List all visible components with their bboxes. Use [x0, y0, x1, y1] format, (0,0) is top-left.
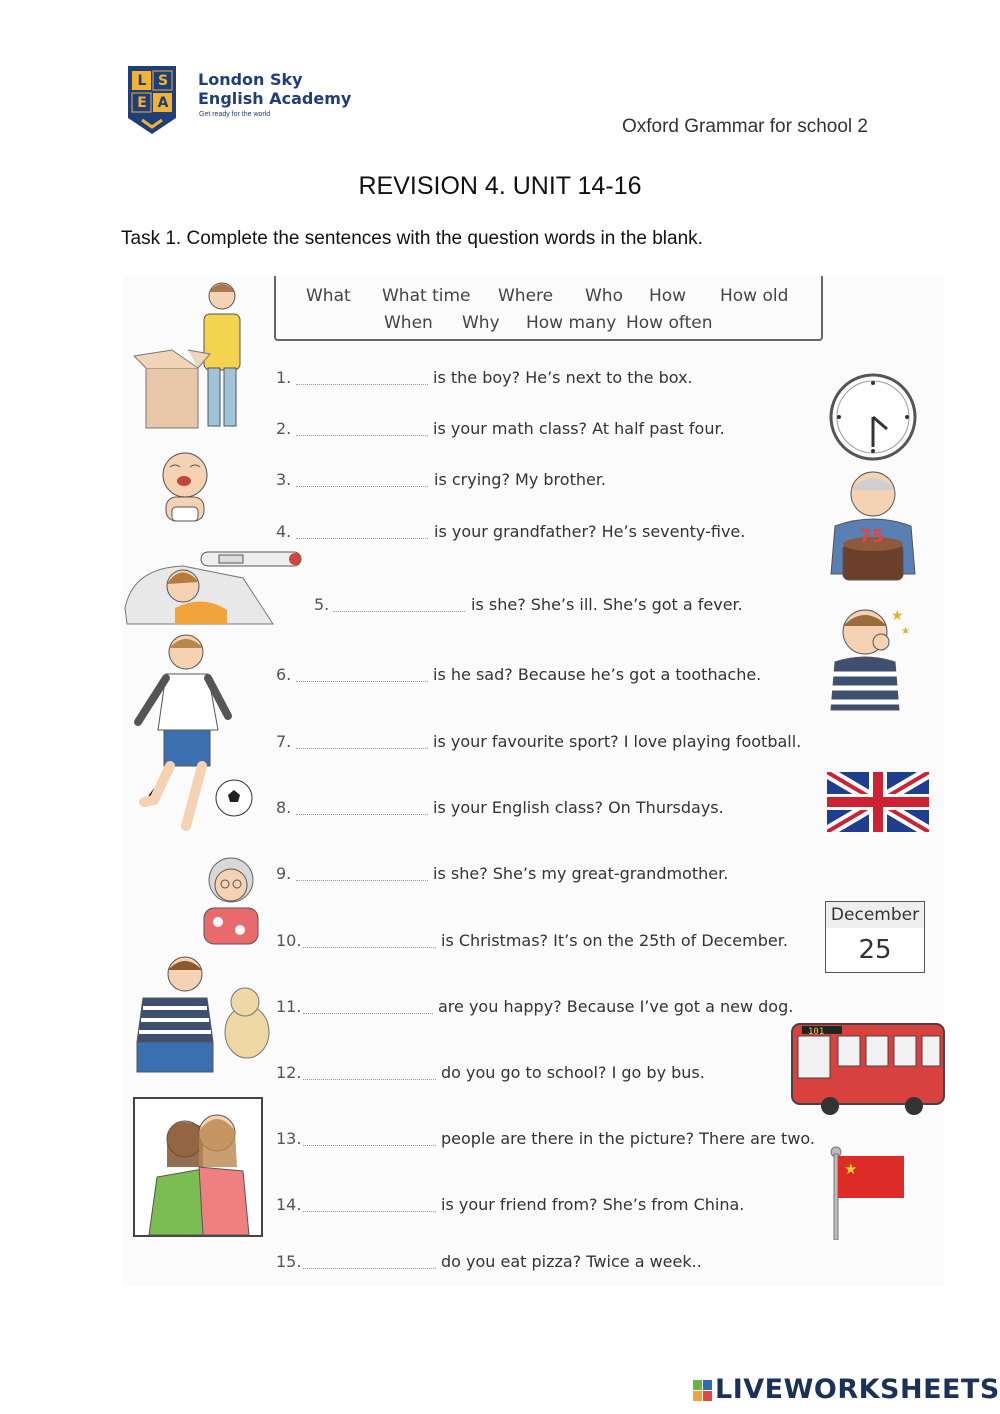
answer-blank[interactable] [303, 1211, 436, 1212]
question-number: 5. [314, 595, 330, 614]
answer-blank[interactable] [303, 1013, 433, 1014]
answer-blank[interactable] [296, 748, 428, 749]
question-number: 15. [276, 1252, 302, 1271]
two-girls-hugging-picture [133, 1097, 263, 1237]
answer-blank[interactable] [296, 384, 428, 385]
liveworksheets-icon [693, 1380, 713, 1402]
book-title: Oxford Grammar for school 2 [621, 116, 868, 137]
question-text: is your friend from? She’s from China. [441, 1195, 745, 1214]
crying-baby-picture [150, 445, 220, 531]
question-text: is she? She’s ill. She’s got a fever. [471, 595, 743, 614]
question-number: 4. [276, 522, 292, 541]
grandfather-with-cake-picture [825, 464, 921, 592]
academy-logo [128, 66, 388, 136]
question-number: 8. [276, 798, 292, 817]
question-number: 11. [276, 997, 302, 1016]
logo-tagline: Get ready for the world [199, 111, 271, 118]
answer-blank[interactable] [296, 486, 428, 487]
logo-letter: S [157, 73, 169, 89]
answer-blank[interactable] [303, 947, 436, 948]
question-number: 2. [276, 419, 292, 438]
logo-letter: A [157, 95, 169, 111]
answer-blank[interactable] [296, 538, 428, 539]
logo-letter: E [137, 95, 147, 111]
answer-blank[interactable] [333, 611, 465, 612]
calendar-day: 25 [825, 928, 925, 973]
question-number: 10. [276, 931, 302, 950]
bus-picture [790, 1020, 946, 1116]
sick-girl-picture [123, 548, 305, 628]
question-text: is Christmas? It’s on the 25th of December. [441, 931, 788, 950]
word-bank-item: Where [498, 286, 554, 306]
question-number: 13. [276, 1129, 302, 1148]
uk-flag-picture [827, 772, 929, 832]
answer-blank[interactable] [296, 880, 428, 881]
question-text: is she? She’s my great-grandmother. [433, 864, 729, 883]
answer-blank[interactable] [296, 435, 428, 436]
answer-blank[interactable] [303, 1268, 436, 1269]
question-number: 9. [276, 864, 292, 883]
logo-name-line2: English Academy [198, 89, 352, 108]
word-bank-item: How old [720, 286, 789, 306]
china-flag-picture [830, 1146, 906, 1240]
svg-text:★: ★ [901, 626, 910, 637]
great-grandmother-picture [200, 850, 262, 945]
answer-blank[interactable] [303, 1145, 436, 1146]
clock-picture [829, 373, 917, 461]
word-bank-item: When [384, 313, 433, 333]
boy-next-to-box-picture [132, 276, 252, 436]
logo-shield-icon [128, 66, 176, 134]
calendar-picture [825, 901, 925, 973]
question-text: is your grandfather? He’s seventy-five. [434, 522, 746, 541]
boy-playing-football-picture [126, 630, 256, 840]
logo-name-line1: London Sky [198, 70, 303, 89]
logo-letter: L [137, 73, 147, 89]
bus-number: 101 [808, 1027, 825, 1037]
question-text: is your favourite sport? I love playing football. [433, 732, 802, 751]
calendar-month: December [825, 901, 925, 929]
answer-blank[interactable] [303, 1079, 436, 1080]
question-text: are you happy? Because I’ve got a new dog. [438, 997, 794, 1016]
question-number: 3. [276, 470, 292, 489]
word-bank-item: How often [626, 313, 713, 333]
question-text: people are there in the picture? There are two. [441, 1129, 815, 1148]
word-bank-item: What time [382, 286, 471, 306]
page-title: REVISION 4. UNIT 14-16 [358, 172, 642, 200]
question-number: 14. [276, 1195, 302, 1214]
liveworksheets-logo [693, 1374, 1000, 1408]
question-text: is your math class? At half past four. [433, 419, 725, 438]
question-text: is your English class? On Thursdays. [433, 798, 724, 817]
question-number: 1. [276, 368, 292, 387]
question-number: 12. [276, 1063, 302, 1082]
svg-text:★: ★ [844, 1161, 858, 1178]
task-instruction: Task 1. Complete the sentences with the question words in the blank. [121, 228, 703, 249]
word-bank-item: What [306, 286, 351, 306]
word-bank [274, 276, 823, 341]
question-text: do you eat pizza? Twice a week.. [441, 1252, 702, 1271]
question-text: is crying? My brother. [434, 470, 607, 489]
question-text: do you go to school? I go by bus. [441, 1063, 705, 1082]
word-bank-item: How [649, 286, 687, 306]
question-text: is he sad? Because he’s got a toothache. [433, 665, 762, 684]
question-number: 7. [276, 732, 292, 751]
question-number: 6. [276, 665, 292, 684]
cake-number: 75 [859, 526, 885, 547]
boy-with-toothache-picture [827, 596, 917, 714]
svg-text:★: ★ [891, 607, 904, 623]
liveworksheets-wordmark: LIVEWORKSHEETS [715, 1374, 1000, 1405]
question-text: is the boy? He’s next to the box. [433, 368, 693, 387]
answer-blank[interactable] [296, 814, 428, 815]
word-bank-item: How many [526, 313, 617, 333]
answer-blank[interactable] [296, 681, 428, 682]
word-bank-item: Who [585, 286, 623, 306]
word-bank-item: Why [462, 313, 500, 333]
boy-with-dog-picture [127, 952, 277, 1087]
